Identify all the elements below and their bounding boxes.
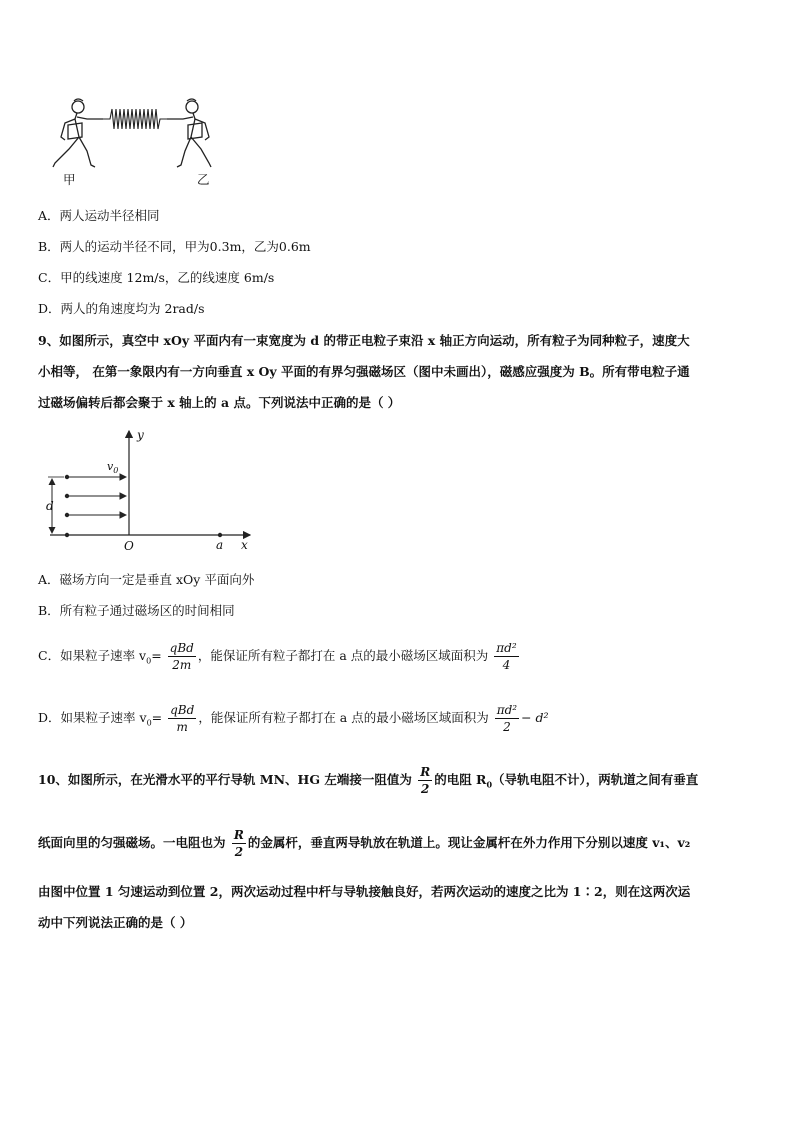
q9-d-label: d <box>46 499 54 513</box>
q10-stem-line3: 由图中位置 1 匀速运动到位置 2，两次运动过程中杆与导轨接触良好，若两次运动的速度之比为 1∶2，则在这两次运 <box>38 884 691 899</box>
fraction-qbd-m: $\frac{\text{qBd}}{m}$ <box>170 703 195 734</box>
fraction-pid2-2: $\frac{\text{πd²}}{2}$ <box>496 703 518 734</box>
q9-stem-line2: 小相等， 在第一象限内有一方向垂直 x Oy 平面的有界匀强磁场区（图中未画出），磁感应强度为 B。所有带电粒子通 <box>38 364 690 379</box>
fraction-qbd-2m: $\frac{\text{qBd}}{2m}$ <box>169 641 194 672</box>
q9-option-b: B．所有粒子通过磁场区的时间相同 <box>38 603 235 618</box>
particle-dots <box>65 475 222 537</box>
q9-stem-line1: 9、如图所示，真空中 xOy 平面内有一束宽度为 d 的带正电粒子束沿 x 轴正方向运动，所有粒子为同种粒子，速度大 <box>38 333 690 348</box>
q9-option-d: D．如果粒子速率 $v_0=$ $\frac{\text{qBd}}{m}$ ，能保证所有粒子都打在 a 点的最小磁场区域面积为 $\frac{\text{πd²}}{2}$ − d² <box>38 703 549 734</box>
q9-option-a: A．磁场方向一定是垂直 xOy 平面向外 <box>38 572 255 587</box>
spring-coil <box>103 109 167 129</box>
q9-x-label: x <box>241 538 248 552</box>
q8-option-d: D．两人的角速度均为 2rad/s <box>38 301 205 316</box>
q9-a-label: a <box>216 538 224 552</box>
q8-option-c: C．甲的线速度 12m/s，乙的线速度 6m/s <box>38 270 275 285</box>
q9-axes-figure <box>40 425 270 555</box>
label-jia: 甲 <box>63 172 76 187</box>
fraction-pid2-4: $\frac{\text{πd²}}{4}$ <box>496 641 517 672</box>
q8-option-b: B．两人的运动半径不同，甲为0.3m，乙为0.6m <box>38 239 311 254</box>
q9-stem-line3: 过磁场偏转后都会聚于 x 轴上的 a 点。下列说法中正确的是（ ） <box>38 395 401 410</box>
particle-beam <box>67 477 126 515</box>
fraction-r-2-b: $\frac{R}{2}$ <box>233 828 244 859</box>
q10-stem-line2: 纸面向里的匀强磁场。一电阻也为 $\frac{R}{2}$ 的金属杆，垂直两导轨放在轨道上。现让金属杆在外力作用下分别以速度 v₁、v₂ <box>38 828 691 859</box>
q9-y-label: y <box>137 428 144 442</box>
label-yi: 乙 <box>197 172 210 187</box>
q8-option-a: A．两人运动半径相同 <box>38 208 160 223</box>
fraction-r-2: $\frac{R}{2}$ <box>420 765 431 796</box>
q9-origin-label: O <box>124 539 134 553</box>
person-jia-figure <box>53 99 103 167</box>
q10-stem-line1: 10、如图所示，在光滑水平的平行导轨 MN、HG 左端接一阻值为 $\frac{R}{2}$ 的电阻 $R_0$（导轨电阻不计），两轨道之间有垂直 <box>38 765 699 796</box>
q10-stem-line4: 动中下列说法正确的是（ ） <box>38 915 193 930</box>
q9-v0-label: $v_0$ <box>107 460 119 476</box>
q9-option-c: C．如果粒子速率 $v_0=$ $\frac{\text{qBd}}{2m}$ ，能保证所有粒子都打在 a 点的最小磁场区域面积为 $\frac{\text{πd²}}{4}$ <box>38 641 517 672</box>
person-yi-figure <box>167 99 211 167</box>
